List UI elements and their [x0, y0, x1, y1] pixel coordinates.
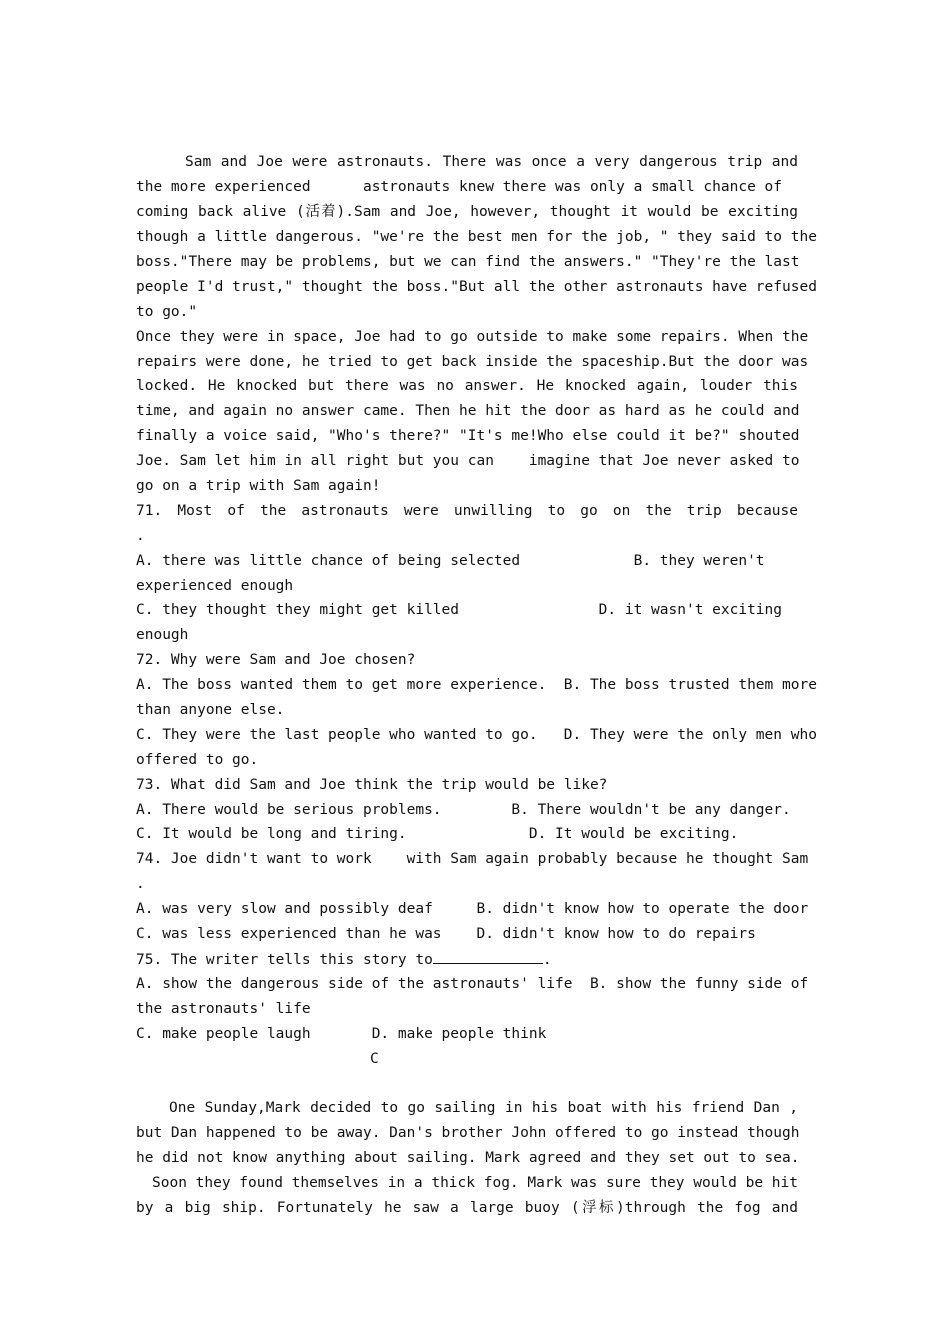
passage-line: finally a voice said, "Who's there?" "It's me!Who else could it be?" shouted — [136, 428, 800, 444]
options-c-d: C. they thought they might get killed D. it wasn't exciting — [136, 602, 783, 618]
passage-line: repairs were done, he tried to get back inside the spaceship.But the door was — [136, 354, 809, 370]
passage-line: Soon they found themselves in a thick fog. Mark was sure they would be hit — [152, 1175, 799, 1191]
options-c-d: C. make people laugh D. make people think — [136, 1026, 547, 1042]
passage-line: time, and again no answer came. Then he hit the door as hard as he could and — [136, 403, 800, 419]
question-stem: 74. Joe didn't want to work with Sam again probably because he thought Sam — [136, 851, 809, 867]
question-stem-end: . — [542, 952, 552, 968]
passage-line: the more experienced astronauts knew there was only a small chance of — [136, 179, 783, 195]
passage-line: by a big ship. Fortunately he saw a large buoy (浮标)through the fog and — [136, 1200, 798, 1216]
answer-blank — [433, 947, 543, 964]
options-c-d: C. It would be long and tiring. D. It would be exciting. — [136, 826, 739, 842]
options-a-b: A. was very slow and possibly deaf B. didn't know how to operate the door — [136, 901, 809, 917]
options-a-b: A. there was little chance of being selected B. they weren't — [136, 553, 765, 569]
options-continuation: offered to go. — [136, 752, 259, 768]
passage-line: go on a trip with Sam again! — [136, 478, 381, 494]
options-a-b: A. show the dangerous side of the astronauts' life B. show the funny side of — [136, 976, 809, 992]
passage-line: Sam and Joe were astronauts. There was once a very dangerous trip and — [185, 154, 798, 170]
options-c-d: C. They were the last people who wanted to go. D. They were the only men who — [136, 727, 817, 743]
passage-line: locked. He knocked but there was no answer. He knocked again, louder this — [136, 378, 798, 394]
options-continuation: enough — [136, 627, 189, 643]
options-c-d: C. was less experienced than he was D. didn't know how to do repairs — [136, 926, 756, 942]
options-continuation: the astronauts' life — [136, 1001, 311, 1017]
options-a-b: A. The boss wanted them to get more experience. B. The boss trusted them more — [136, 677, 817, 693]
question-stem: 73. What did Sam and Joe think the trip would be like? — [136, 777, 608, 793]
passage-line: people I'd trust," thought the boss."But all the other astronauts have refused — [136, 279, 817, 295]
options-a-b: A. There would be serious problems. B. There wouldn't be any danger. — [136, 802, 791, 818]
passage-line: but Dan happened to be away. Dan's brother John offered to go instead though — [136, 1125, 800, 1141]
passage-line: he did not know anything about sailing. Mark agreed and they set out to sea. — [136, 1150, 800, 1166]
passage-line: Joe. Sam let him in all right but you can imagine that Joe never asked to — [136, 453, 800, 469]
question-stem: 72. Why were Sam and Joe chosen? — [136, 652, 416, 668]
passage-line: boss."There may be problems, but we can find the answers." "They're the last — [136, 254, 800, 270]
passage-line: Once they were in space, Joe had to go outside to make some repairs. When the — [136, 329, 809, 345]
options-continuation: than anyone else. — [136, 702, 285, 718]
question-stem: 71. Most of the astronauts were unwilling to go on the trip because — [136, 503, 798, 519]
passage-line: to go." — [136, 304, 198, 320]
question-stem-text: 75. The writer tells this story to — [136, 952, 433, 968]
question-stem-end: . — [136, 528, 145, 544]
options-continuation: experienced enough — [136, 578, 294, 594]
passage-line: though a little dangerous. "we're the best men for the job, " they said to the — [136, 229, 817, 245]
question-stem — [136, 947, 798, 972]
passage-line: One Sunday,Mark decided to go sailing in his boat with his friend Dan , — [169, 1100, 798, 1116]
question-stem-end: . — [136, 876, 145, 892]
passage-line: coming back alive (活着).Sam and Joe, however, thought it would be exciting — [136, 204, 798, 220]
section-c-heading: C — [370, 1051, 379, 1067]
